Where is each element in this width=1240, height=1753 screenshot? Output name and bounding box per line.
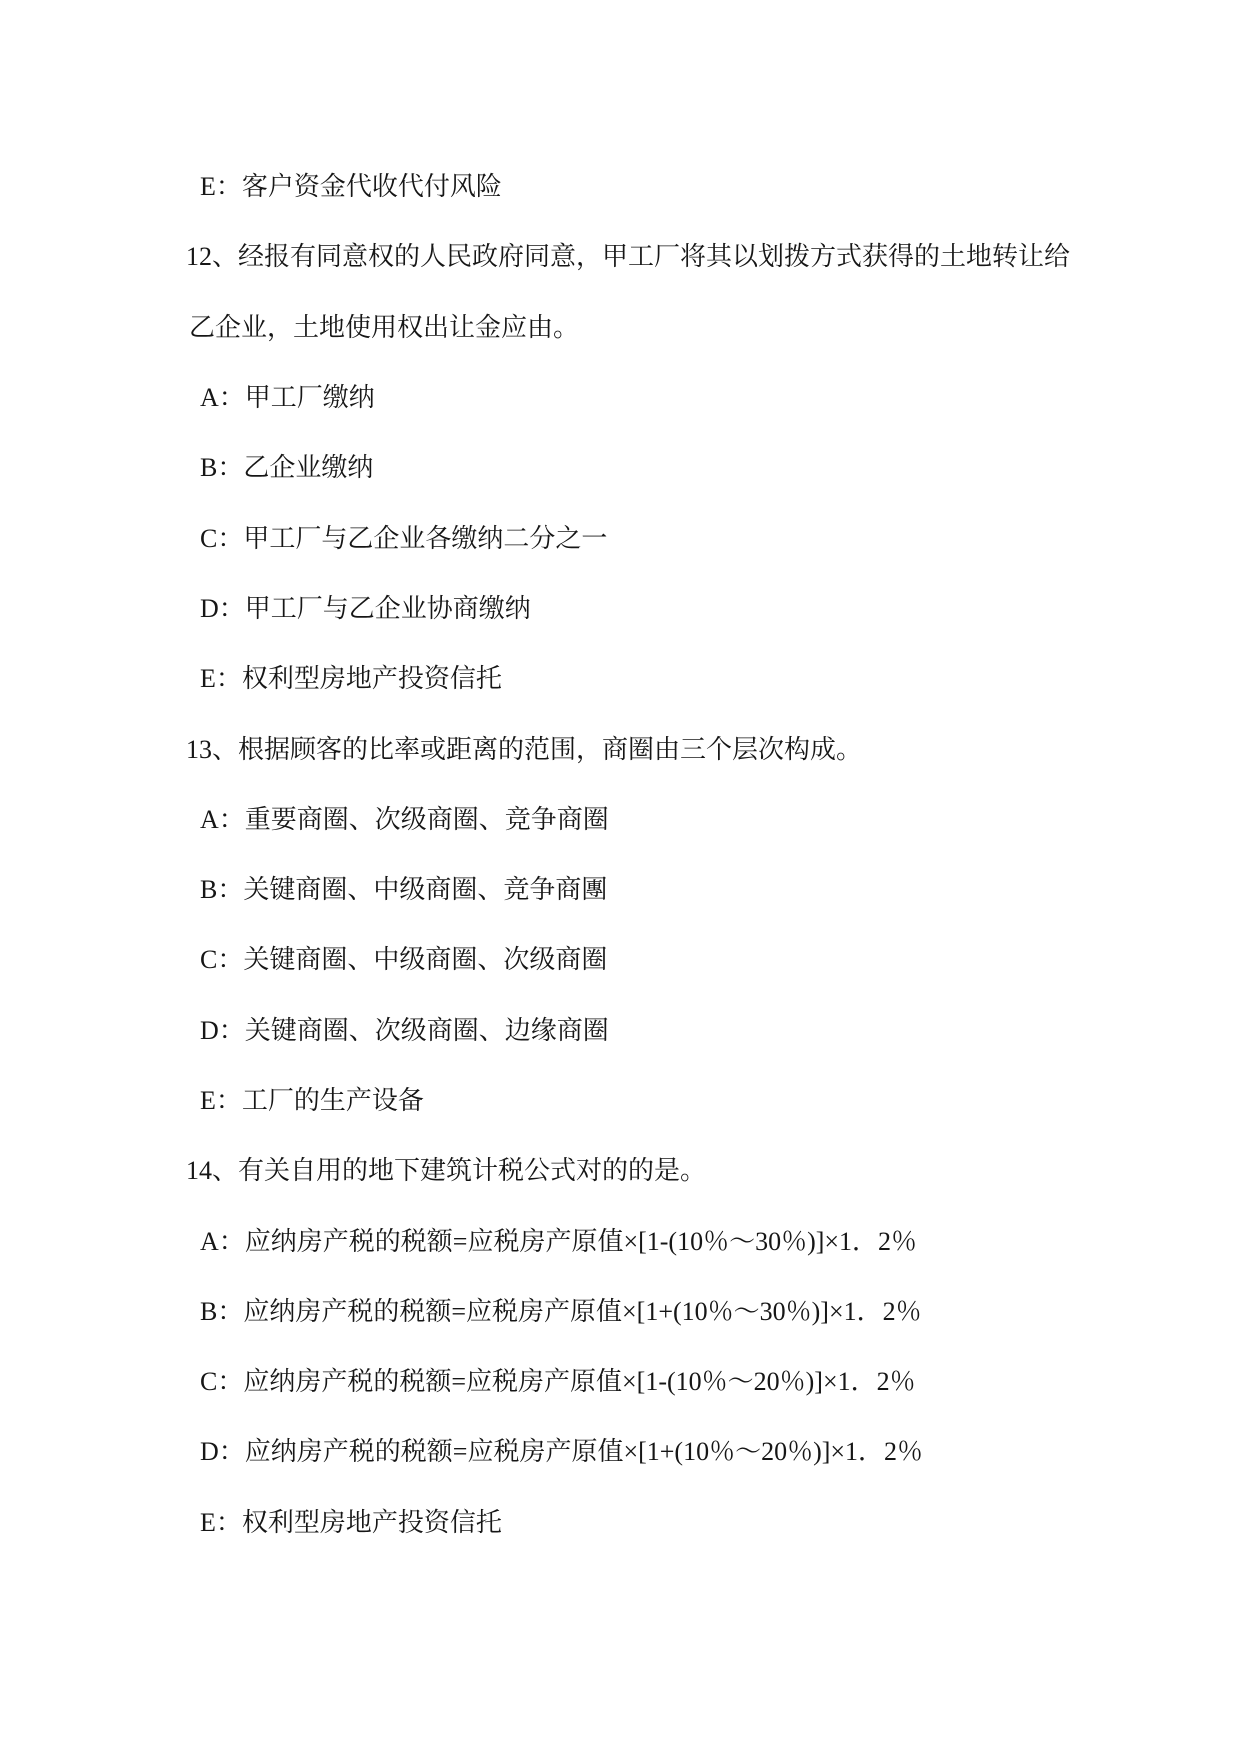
question-text: 12、经报有同意权的人民政府同意，甲工厂将其以划拨方式获得的土地转让给: [186, 242, 1071, 272]
answer-option-text: E：权利型房地产投资信托: [200, 664, 502, 694]
answer-option-text: E：客户资金代收代付风险: [200, 172, 502, 202]
answer-option-text: C：关键商圈、中级商圈、次级商圈: [200, 945, 608, 975]
answer-option-text: A：甲工厂缴纳: [200, 383, 375, 413]
answer-option-text: D：甲工厂与乙企业协商缴纳: [200, 593, 531, 623]
question-text: 14、有关自用的地下建筑计税公式对的的是。: [186, 1156, 707, 1186]
answer-option-text: A：重要商圈、次级商圈、竞争商圈: [200, 804, 609, 834]
answer-option-text: D：应纳房产税的税额=应税房产原值×[1+(10％～20％)]×1．2％: [200, 1437, 924, 1467]
answer-option-text: C：应纳房产税的税额=应税房产原值×[1-(10％～20％)]×1．2％: [200, 1367, 916, 1397]
answer-option-text: D：关键商圈、次级商圈、边缘商圈: [200, 1015, 609, 1045]
answer-option-text: E：工厂的生产设备: [200, 1086, 424, 1115]
answer-option-text: A：应纳房产税的税额=应税房产原值×[1-(10％～30％)]×1．2％: [200, 1226, 918, 1256]
answer-option-text: B：乙企业缴纳: [200, 453, 374, 483]
answer-option-text: C：甲工厂与乙企业各缴纳二分之一: [200, 523, 608, 553]
question-text: 乙企业，土地使用权出让金应由。: [189, 312, 580, 342]
answer-option-text: B：关键商圈、中级商圈、竞争商團: [200, 875, 608, 905]
answer-option-text: B：应纳房产税的税额=应税房产原值×[1+(10％～30％)]×1．2％: [200, 1296, 922, 1326]
question-text: 13、根据顾客的比率或距离的范围，商圈由三个层次构成。: [186, 734, 863, 764]
answer-option-text: E：权利型房地产投资信托: [200, 1507, 502, 1537]
